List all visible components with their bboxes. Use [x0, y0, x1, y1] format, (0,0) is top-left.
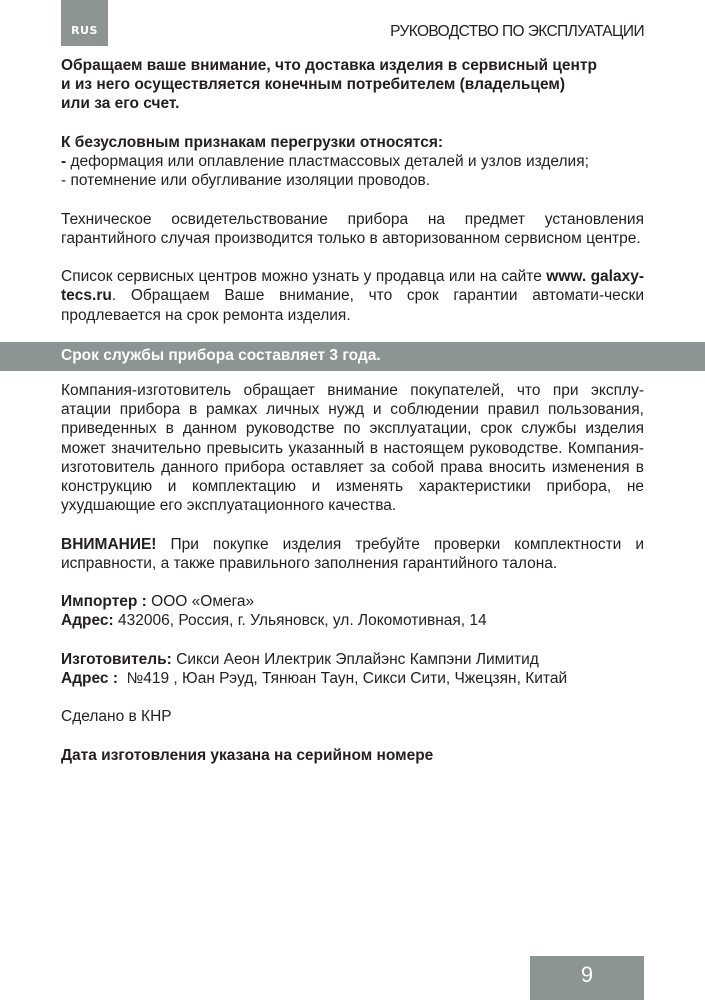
maker-value: Сикси Аеон Илектрик Эплайэнс Кампэни Лимитид [171, 650, 539, 668]
overload-section [61, 133, 644, 191]
importer-value: ООО «Омега» [146, 593, 255, 611]
maker-block [61, 650, 644, 688]
maker-label: Изготовитель: [61, 650, 172, 668]
attention-label: ВНИМАНИЕ! [61, 535, 157, 553]
service-list-text-before: Список сервисных центров можно узнать у продавца или на сайте [61, 268, 547, 286]
language-tab: RUS [61, 0, 108, 46]
service-list-paragraph [61, 267, 644, 325]
overload-item-2: - потемнение или обугливание изоляции проводов. [61, 172, 431, 190]
importer-block [61, 592, 644, 630]
overload-heading: К безусловным признакам перегрузки относятся: [61, 133, 444, 151]
importer-address-label: Адрес: [61, 612, 114, 630]
importer-address-value: 432006, Россия, г. Ульяновск, ул. Локомотивная, 14 [113, 612, 487, 630]
page-number: 9 [530, 956, 644, 1000]
document-body-bottom [61, 381, 644, 765]
service-life-band [0, 342, 705, 371]
document-body-top [61, 56, 644, 325]
delivery-line-2: и из него осуществляется конечным потребителем (владельцем) [61, 76, 565, 94]
attention-paragraph [61, 535, 644, 573]
attention-text: При покупке изделия требуйте проверки комплектности и исправности, а также правильного заполнения гарантийного талона. [61, 535, 644, 572]
overload-item-1: деформация или оплавление пластмассовых деталей и узлов изделия; [66, 153, 589, 170]
delivery-notice [61, 56, 644, 114]
manufacture-date-text [61, 746, 644, 765]
overload-item-1-dash: - [61, 153, 67, 170]
delivery-line-3: или за его счет. [61, 95, 180, 113]
maker-address-value: №419 , Юан Рэуд, Тянюан Таун, Сикси Сити, Чжецзян, Китай [118, 670, 568, 687]
service-site-link: www. galaxy-tecs.ru [61, 268, 644, 305]
importer-label: Импортер : [61, 593, 147, 611]
inspection-paragraph: Техническое освидетельствование прибора на предмет установления гарантийного случая производится только в авторизованном сервисном центре. [61, 210, 644, 247]
origin-text: Сделано в КНР [61, 708, 172, 726]
service-list-text-after: . Обращаем Ваше внимание, что срок гарантии автомати-чески продлевается на срок ремонта изделия. [61, 287, 644, 324]
delivery-line-1: Обращаем ваше внимание, что доставка изделия в сервисный центр [61, 57, 597, 74]
maker-address-label: Адрес : [61, 670, 119, 687]
manufacturer-note: Компания-изготовитель обращает внимание покупателей, что при эксплу-атации прибора в рамках личных нужд и соблюдении правил пользования, приведенных в данном руководстве по эксплуатации, срок службы изделия может значительно превысить указанный в настоящем руководстве. Компания-изготовитель данного прибора оставляет за собой права вносить изменения в конструкцию и комплектацию и изменять характеристики прибора, не ухудшающие его эксплуатационного качества. [61, 382, 644, 515]
manufacture-date-bold: Дата изготовления указана на серийном номере [61, 746, 434, 764]
service-life-heading: Срок службы прибора составляет 3 года. [61, 347, 381, 364]
page-header-title: РУКОВОДСТВО ПО ЭКСПЛУАТАЦИИ [390, 23, 644, 40]
